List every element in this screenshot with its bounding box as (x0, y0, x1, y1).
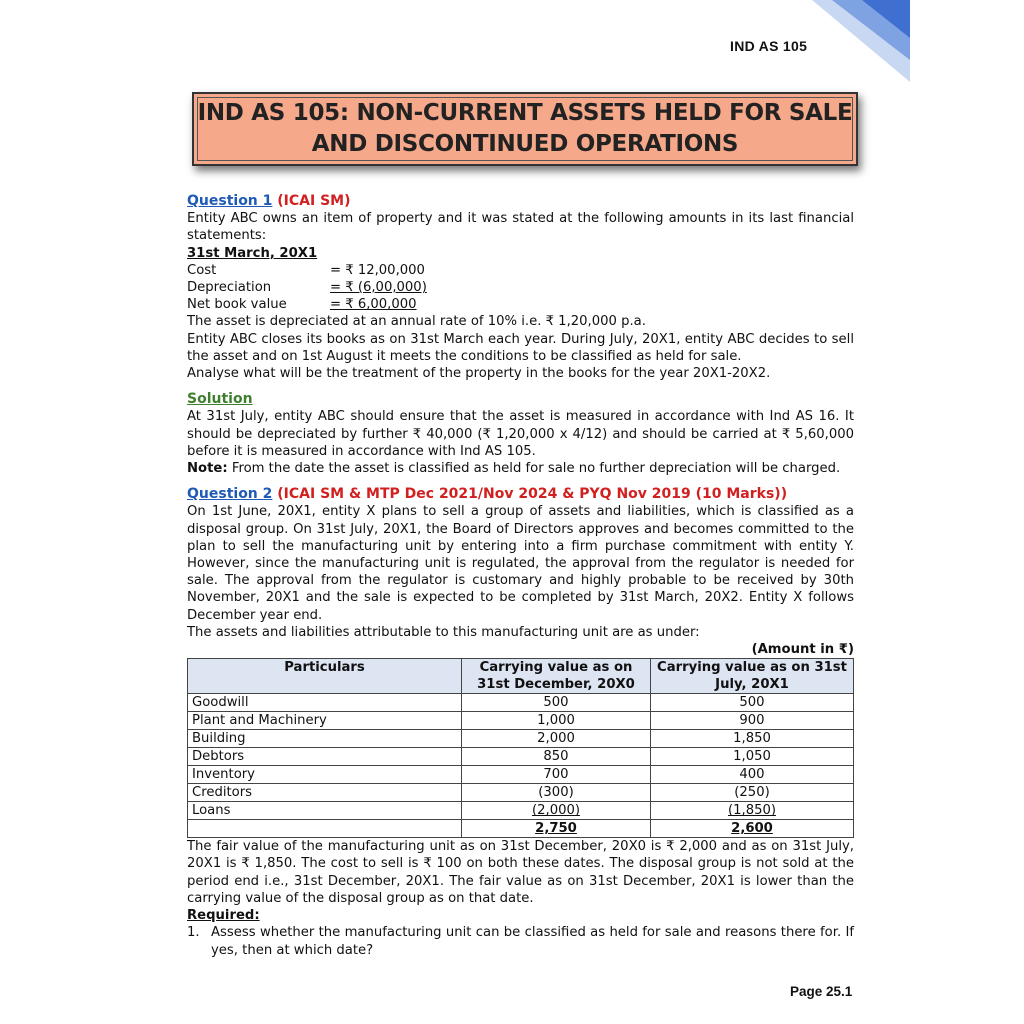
question-1-para-1: The asset is depreciated at an annual rate of 10% i.e. ₹ 1,20,000 p.a. (187, 314, 646, 330)
depreciation-value: = ₹ (6,00,000) (330, 280, 427, 296)
cost-row (187, 262, 854, 279)
table-cell-particular: Debtors (188, 748, 462, 766)
table-cell-value: 900 (651, 712, 854, 730)
title-line-1: IND AS 105: NON-CURRENT ASSETS HELD FOR SALE (197, 100, 853, 126)
table-cell-particular: Building (188, 730, 462, 748)
question-1-intro: Entity ABC owns an item of property and it was stated at the following amounts in its last financial statements: (187, 211, 854, 244)
net-book-value-value: = ₹ 6,00,000 (330, 297, 417, 313)
solution-heading: Solution (187, 391, 253, 408)
table-row (188, 712, 854, 730)
table-cell-value: 400 (651, 766, 854, 784)
table-total-dec-20x0: 2,750 (462, 820, 651, 838)
title-line-2: AND DISCONTINUED OPERATIONS (311, 131, 739, 157)
note-label: Note: (187, 461, 228, 477)
date-heading: 31st March, 20X1 (187, 245, 318, 261)
required-item-text: Assess whether the manufacturing unit can be classified as held for sale and reasons there for. If yes, then at which date? (211, 925, 854, 958)
table-total-label (188, 820, 462, 838)
net-book-value-label: Net book value (187, 297, 287, 313)
question-1-label: Question 1 (187, 193, 273, 209)
title-box (192, 92, 858, 166)
table-cell-value: (2,000) (462, 802, 651, 820)
table-row (188, 784, 854, 802)
table-cell-value: 1,850 (651, 730, 854, 748)
assets-liabilities-table (187, 658, 854, 838)
net-book-value-row (187, 296, 854, 313)
table-row (188, 730, 854, 748)
table-cell-value: 500 (651, 694, 854, 712)
table-row (188, 748, 854, 766)
table-total-jul-20x1: 2,600 (651, 820, 854, 838)
table-cell-value: (250) (651, 784, 854, 802)
table-cell-value: 700 (462, 766, 651, 784)
table-header-row (188, 659, 854, 694)
note-text: From the date the asset is classified as held for sale no further depreciation will be charged. (227, 461, 841, 477)
question-2-heading (187, 486, 854, 503)
question-1-para-2: Entity ABC closes its books as on 31st March each year. During July, 20X1, entity ABC decides to sell the asset and on 1st August it meets the conditions to be classified as held for sale. (187, 331, 854, 364)
table-cell-particular: Creditors (188, 784, 462, 802)
amount-note: (Amount in ₹) (751, 642, 854, 658)
cost-value: = ₹ 12,00,000 (330, 262, 425, 278)
table-header-dec-20x0: Carrying value as on 31st December, 20X0 (462, 659, 651, 694)
question-1-heading (187, 193, 854, 210)
table-row (188, 802, 854, 820)
header-label: IND AS 105 (730, 38, 808, 54)
content (187, 193, 854, 959)
question-2-para-1: On 1st June, 20X1, entity X plans to sell a group of assets and liabilities, which is classified as a disposal group. On 31st July, 20X1, the Board of Directors approves and becomes committed to the plan to sell the manufacturing unit by entering into a firm purchase commitment with entity Y. However, since the manufacturing unit is regulated, the approval from the regulator is needed for sale. The approval from the regulator is customary and highly probable to be received by 30th November, 20X1 and the sale is expected to be completed by 31st March, 20X2. Entity X follows December year end. (187, 504, 854, 623)
question-2-source: (ICAI SM & MTP Dec 2021/Nov 2024 & PYQ Nov 2019 (10 Marks)) (277, 486, 788, 503)
question-2-label: Question 2 (187, 486, 273, 503)
solution-note (187, 460, 854, 477)
table-cell-value: (300) (462, 784, 651, 802)
table-cell-particular: Plant and Machinery (188, 712, 462, 730)
page-number: Page 25.1 (790, 984, 853, 999)
table-cell-value: (1,850) (651, 802, 854, 820)
table-header-particulars: Particulars (188, 659, 462, 694)
table-cell-value: 2,000 (462, 730, 651, 748)
solution-para: At 31st July, entity ABC should ensure that the asset is measured in accordance with Ind AS 16. It should be depreciated by further ₹ 40,000 (₹ 1,20,000 x 4/12) and should be carried at ₹ 5,60,000 before it is measured in accordance with Ind AS 105. (187, 409, 854, 459)
table-row (188, 694, 854, 712)
table-cell-particular: Loans (188, 802, 462, 820)
required-heading: Required: (187, 908, 260, 924)
page-title (198, 98, 853, 160)
table-cell-value: 850 (462, 748, 651, 766)
table-cell-value: 500 (462, 694, 651, 712)
table-cell-value: 1,000 (462, 712, 651, 730)
corner-decoration (812, 0, 910, 82)
table-total-row (188, 820, 854, 838)
question-1-para-3: Analyse what will be the treatment of the property in the books for the year 20X1-20X2. (187, 366, 771, 382)
table-cell-particular: Inventory (188, 766, 462, 784)
table-row (188, 766, 854, 784)
table-cell-value: 1,050 (651, 748, 854, 766)
table-cell-particular: Goodwill (188, 694, 462, 712)
depreciation-row (187, 279, 854, 296)
question-1-source: (ICAI SM) (277, 193, 351, 209)
required-item (187, 924, 854, 958)
cost-label: Cost (187, 262, 217, 278)
depreciation-label: Depreciation (187, 280, 272, 296)
question-2-para-3: The fair value of the manufacturing unit as on 31st December, 20X0 is ₹ 2,000 and as on 31st July, 20X1 is ₹ 1,850. The cost to sell is ₹ 100 on both these dates. The disposal group is not sold at the period end i.e., 31st December, 20X1. The fair value as on 31st December, 20X1 is lower than the carrying value of the disposal group as on that date. (187, 839, 854, 906)
question-2-para-2: The assets and liabilities attributable to this manufacturing unit are as under: (187, 624, 700, 640)
table-header-jul-20x1: Carrying value as on 31st July, 20X1 (651, 659, 854, 694)
required-item-number: 1. (187, 925, 200, 941)
